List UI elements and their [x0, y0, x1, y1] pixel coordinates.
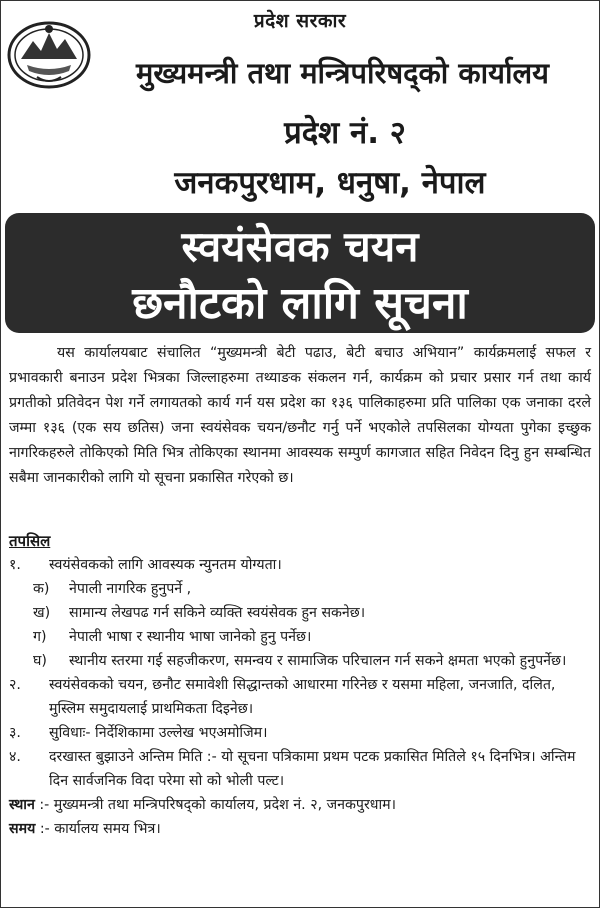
item-text: सामान्य लेखपढ गर्न सकिने व्यक्ति स्वयंसेवक हुन सकनेछ। — [69, 605, 366, 621]
header — [1, 1, 599, 209]
list-item — [9, 745, 591, 793]
time-line — [9, 817, 591, 841]
item-number: १. — [9, 557, 21, 573]
time-label: समय — [9, 821, 36, 837]
item-number: ख) — [33, 605, 51, 621]
item-number: घ) — [33, 653, 47, 669]
title-banner — [5, 213, 595, 333]
item-text: स्थानीय स्तरमा गई सहजीकरण, समन्वय र सामाजिक परिचालन गर्न सकने क्षमता भएको हुनुपर्नेछ। — [69, 653, 567, 669]
item-number: क) — [33, 581, 50, 597]
list-item — [9, 721, 591, 745]
office-address: जनकपुरधाम, धनुषा, नेपाल — [174, 165, 486, 201]
list-item — [9, 553, 591, 577]
item-number: ३. — [9, 725, 21, 741]
item-text: नेपाली भाषा र स्थानीय भाषा जानेको हुनु पर्नेछ। — [69, 629, 312, 645]
item-text: स्वयंसेवकको लागि आवस्यक न्युनतम योग्यता। — [49, 557, 282, 573]
banner-line2: छनौटको लागि सूचना — [132, 278, 468, 329]
details-section — [9, 529, 591, 841]
item-text: स्वयंसेवकको चयन, छनौट समावेशी सिद्धान्तको आधारमा गरिनेछ र यसमा महिला, जनजाति, दलित, मुस्लिम समुदायलाई प्राथमिकता दिइनेछ। — [49, 677, 556, 717]
place-text: :- मुख्यमन्त्री तथा मन्त्रिपरिषद्को कार्यालय, प्रदेश नं. २, जनकपुरधाम। — [39, 797, 397, 813]
province-name: प्रदेश नं. २ — [284, 115, 406, 151]
list-item — [33, 577, 591, 601]
details-title: तपसिल — [9, 532, 51, 550]
item-number: २. — [9, 677, 21, 693]
list-item — [33, 625, 591, 649]
list-item — [33, 601, 591, 625]
header-line1: प्रदेश सरकार — [253, 10, 347, 32]
intro-paragraph: यस कार्यालयबाट संचालित “मुख्यमन्त्री बेटी पढाउ, बेटी बचाउ अभियान” कार्यक्रमलाई सफल र प्रभावकारी बनाउन प्रदेश भित्रका जिल्लाहरुमा तथ्याङक संकलन गर्न, कार्यक्रम को प्रचार प्रसार गर्न तथा कार्य प्रगतीको प्रतिवेदन पेश गर्ने लगायतको कार्य गर्न यस प्रदेश का १३६ पालिकाहरुमा प्रति पालिका एक जनाका दरले जम्मा १३६ (एक सय छतिस) जना स्वयंसेवक चयन/छनौट गर्नु पर्ने भएकोले तपसिलका योग्यता पुगेका इच्छुक नागरिकहरुले तोकिएको मिति भित्र तोकिएका स्थानमा आवस्यक सम्पुर्ण कागजात सहित निवेदन दिनु हुन सम्बन्धित सबैमा जानकारीको लागि यो सूचना प्रकासित गरेएको छ। — [9, 345, 591, 486]
list-item — [33, 649, 591, 673]
item-number: ४. — [9, 749, 21, 765]
time-text: :- कार्यालय समय भित्र। — [39, 821, 161, 837]
item-text: नेपाली नागरिक हुनुपर्ने , — [69, 581, 192, 597]
sub-list — [9, 577, 591, 673]
item-number: ग) — [33, 629, 47, 645]
banner-line1: स्वयंसेवक चयन — [181, 222, 419, 271]
item-text: सुविधाः- निर्देशिकामा उल्लेख भएअमोजिम। — [49, 725, 268, 741]
list-item — [9, 673, 591, 721]
place-label: स्थान — [9, 797, 35, 813]
place-line — [9, 793, 591, 817]
office-name: मुख्यमन्त्री तथा मन्त्रिपरिषद्को कार्यालय — [136, 56, 549, 90]
item-text: दरखास्त बुझाउने अन्तिम मिति :- यो सूचना पत्रिकामा प्रथम पटक प्रकासित मितिले १५ दिनभित्र। अन्तिम दिन सार्वजनिक विदा परेमा सो को भोली पल्ट। — [49, 749, 576, 789]
